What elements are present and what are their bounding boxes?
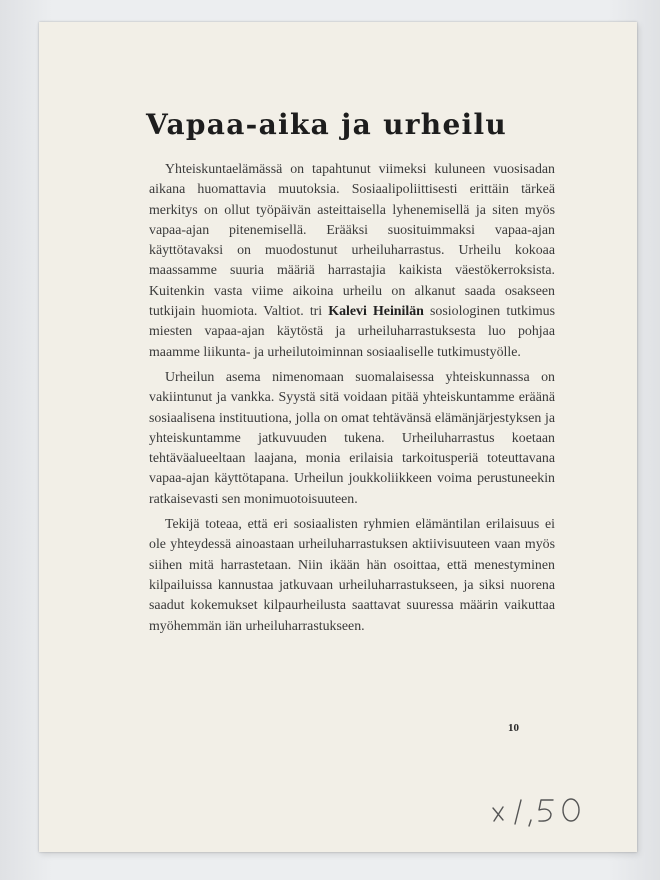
author-name: Kalevi Heinilän bbox=[328, 304, 424, 320]
paragraph-2: Urheilun asema nimenomaan suomalaisessa yhteiskunnassa on vakiintunut ja vankka. Syystä sitä voidaan pitää yhteiskuntamme eräänä sosiaalisena instituutiona, jolla on omat tehtävänsä elämänjärjestyksen ja yhteiskuntamme jatkuvuuden tukena. Urheiluharrastus koetaan tehtäväalueeltaan laajana, monia erilaisia tarkoitusperiä toteuttavana vapaa-ajan käyttötapana. Urheilun joukkoliikkeen voima perustuneekin ratkaisevasti sen monimuotoisuuteen. bbox=[149, 369, 555, 507]
handwritten-price-drawing bbox=[487, 790, 597, 830]
paragraph-1-text-b: sosiologinen tutkimus miesten vapaa-ajan käytöstä ja urheiluharrastuksesta luo pohjaa maamme liikunta- ja urheilutoiminnan sosiaaliselle tutkimustyölle. bbox=[149, 304, 555, 360]
handwritten-price-note bbox=[487, 790, 597, 830]
paragraph-1-text-a: Yhteiskuntaelämässä on tapahtunut viimeksi kuluneen vuosisadan aikana huomattavia muutoksia. Sosiaalipoliittisesti erittäin tärkeä merkitys on ollut työpäivän asteittaisella lyhenemisellä ja siten myös vapaa-ajan pitenemisellä. Erääksi suosituimmaksi vapaa-ajan käyttötavaksi on muodostunut urheiluharrastus. Urheilu kokoaa maassamme suuria määriä harrastajia kaikista väestökerroksista. Kuitenkin vasta viime aikoina urheilu on alkanut saada osakseen tutkijain huomiota. Valtiot. tri bbox=[149, 162, 555, 320]
page-title: Vapaa-aika ja urheilu bbox=[146, 108, 508, 141]
paragraph-1 bbox=[149, 160, 555, 363]
paragraph-3: Tekijä toteaa, että eri sosiaalisten ryhmien elämäntilan erilaisuus ei ole yhteydessä ainoastaan urheiluharrastuksen aktiivisuuteen vaan myös siihen mitä harrastetaan. Niin ikään hän osoittaa, että menestyminen kilpailuissa kannustaa jatkuvaan urheiluharrastukseen, ja siksi nuorena saadut kokemukset kilpaurheilusta saattavat suuressa määrin vaikuttaa myöhemmän iän urheiluharrastukseen. bbox=[149, 517, 555, 634]
body-text bbox=[149, 160, 555, 642]
page-number: 10 bbox=[508, 722, 519, 734]
